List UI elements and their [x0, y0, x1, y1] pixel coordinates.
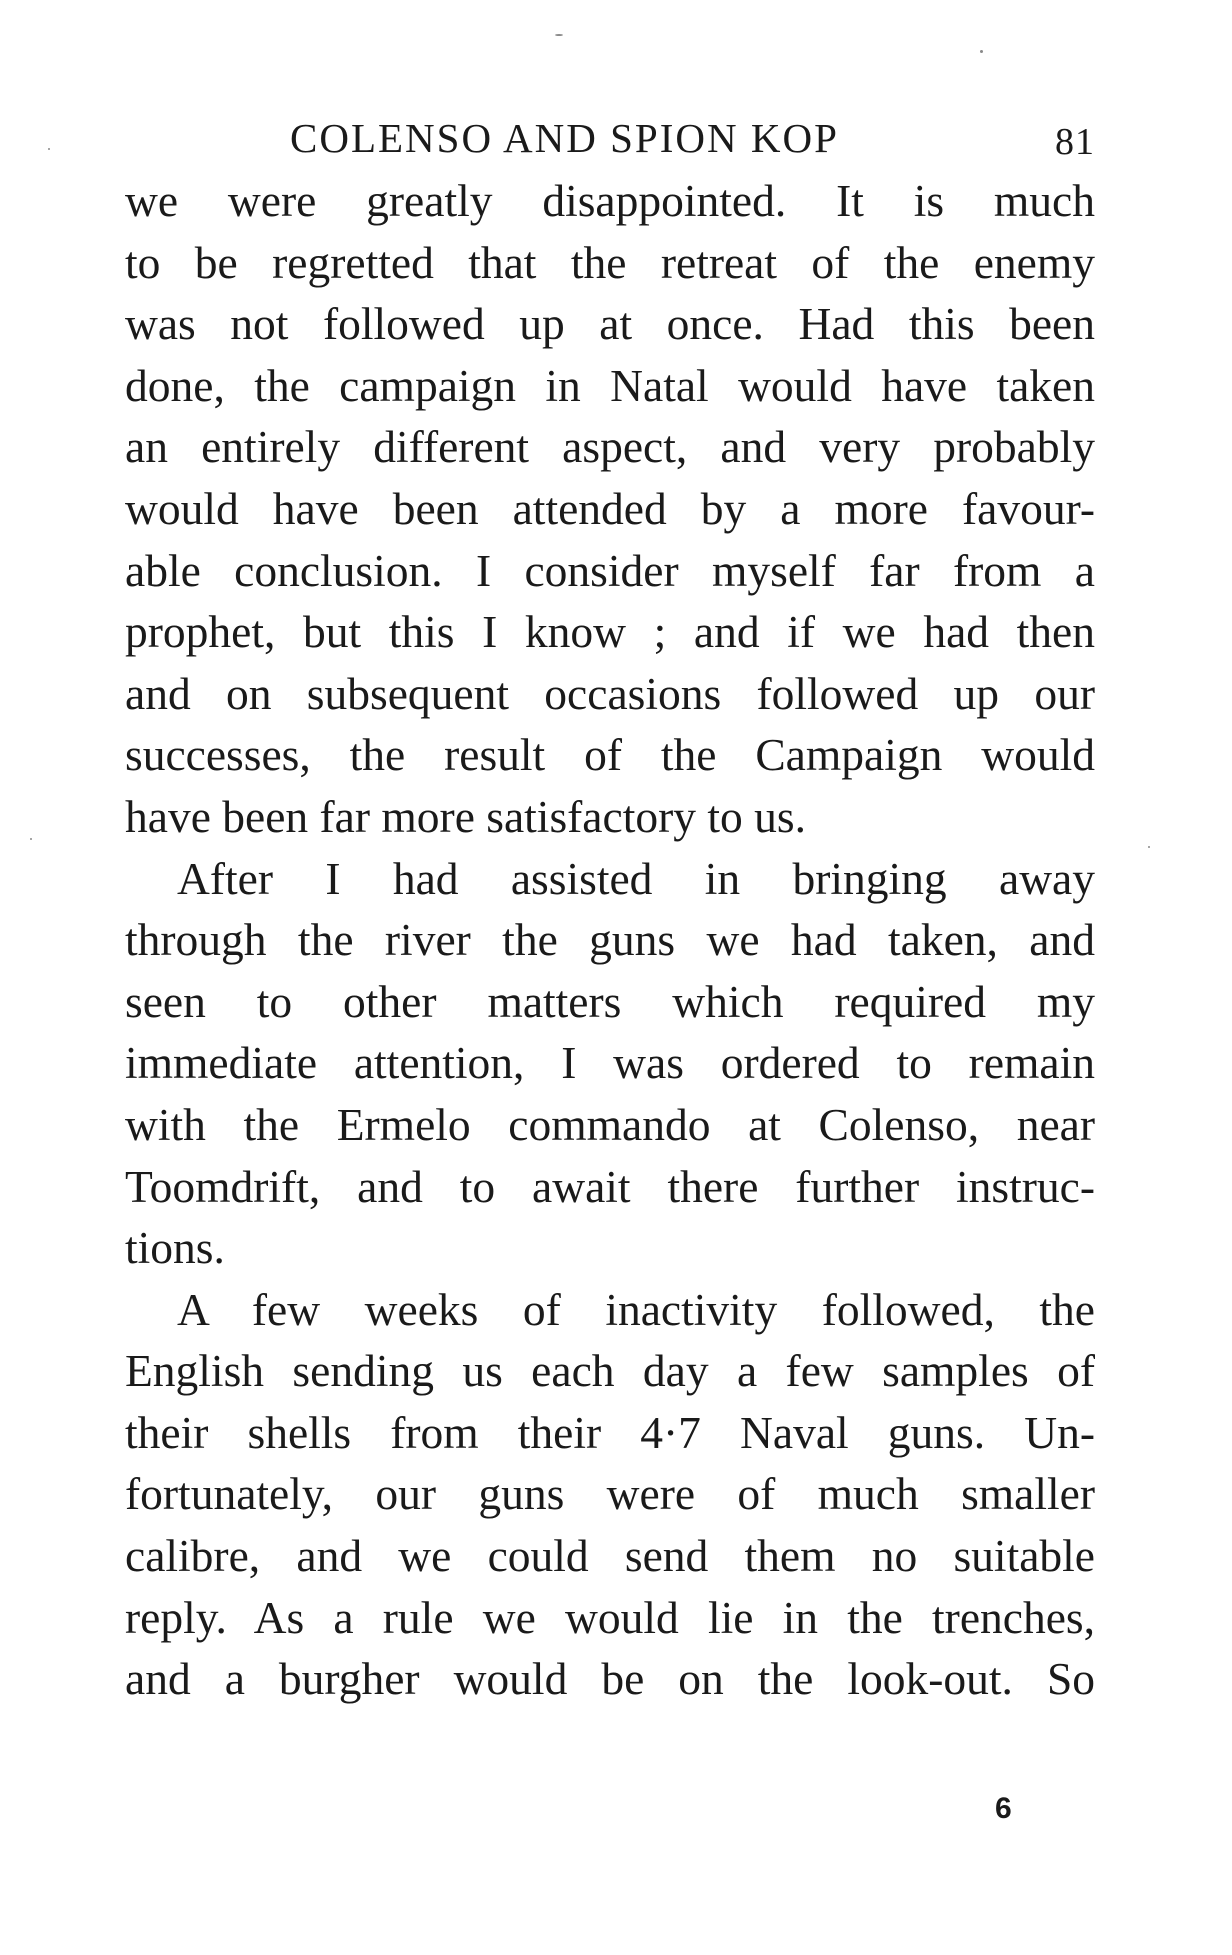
scan-speck — [30, 838, 32, 840]
signature-mark: 6 — [995, 1792, 1012, 1825]
text-line: reply. As a rule we would lie in the trenches, — [125, 1591, 1095, 1643]
text-line: have been far more satisfactory to us. — [125, 790, 806, 842]
text-line: an entirely different aspect, and very probably — [125, 421, 1095, 473]
scan-speck — [48, 148, 50, 150]
text-line: to be regretted that the retreat of the enemy — [125, 236, 1095, 288]
paragraph — [125, 1279, 1095, 1710]
text-line: their shells from their 4·7 Naval guns. Un- — [125, 1406, 1095, 1458]
text-line: immediate attention, I was ordered to remain — [125, 1037, 1095, 1089]
text-line: able conclusion. I consider myself far from a — [125, 544, 1095, 596]
text-line: A few weeks of inactivity followed, the — [177, 1283, 1095, 1335]
text-line: we were greatly disappointed. It is much — [125, 175, 1095, 226]
text-line: seen to other matters which required my — [125, 975, 1095, 1027]
text-line: fortunately, our guns were of much smaller — [125, 1468, 1095, 1520]
text-line: with the Ermelo commando at Colenso, near — [125, 1098, 1095, 1150]
scan-speck — [1148, 846, 1150, 848]
text-line: through the river the guns we had taken, and — [125, 914, 1095, 966]
scan-speck — [980, 50, 983, 53]
text-line: prophet, but this I know ; and if we had then — [125, 606, 1095, 658]
text-line: calibre, and we could send them no suitable — [125, 1530, 1095, 1582]
text-line: successes, the result of the Campaign would — [125, 729, 1095, 781]
running-head — [125, 108, 1095, 168]
paragraph — [125, 170, 1095, 848]
running-head-title: COLENSO AND SPION KOP — [290, 115, 839, 161]
text-line: English sending us each day a few samples of — [125, 1345, 1095, 1397]
paragraph — [125, 848, 1095, 1279]
text-line: done, the campaign in Natal would have taken — [125, 359, 1095, 411]
text-line: was not followed up at once. Had this been — [125, 298, 1095, 350]
text-line: After I had assisted in bringing away — [177, 852, 1095, 904]
text-line: tions. — [125, 1222, 225, 1274]
text-line: and on subsequent occasions followed up our — [125, 667, 1095, 719]
body-text — [125, 170, 1095, 1710]
text-line: Toomdrift, and to await there further instruc- — [125, 1160, 1095, 1212]
scan-speck — [555, 34, 563, 36]
text-line: would have been attended by a more favour- — [125, 482, 1095, 534]
text-line: and a burgher would be on the look-out. So — [125, 1653, 1095, 1705]
page-number: 81 — [1055, 121, 1095, 163]
